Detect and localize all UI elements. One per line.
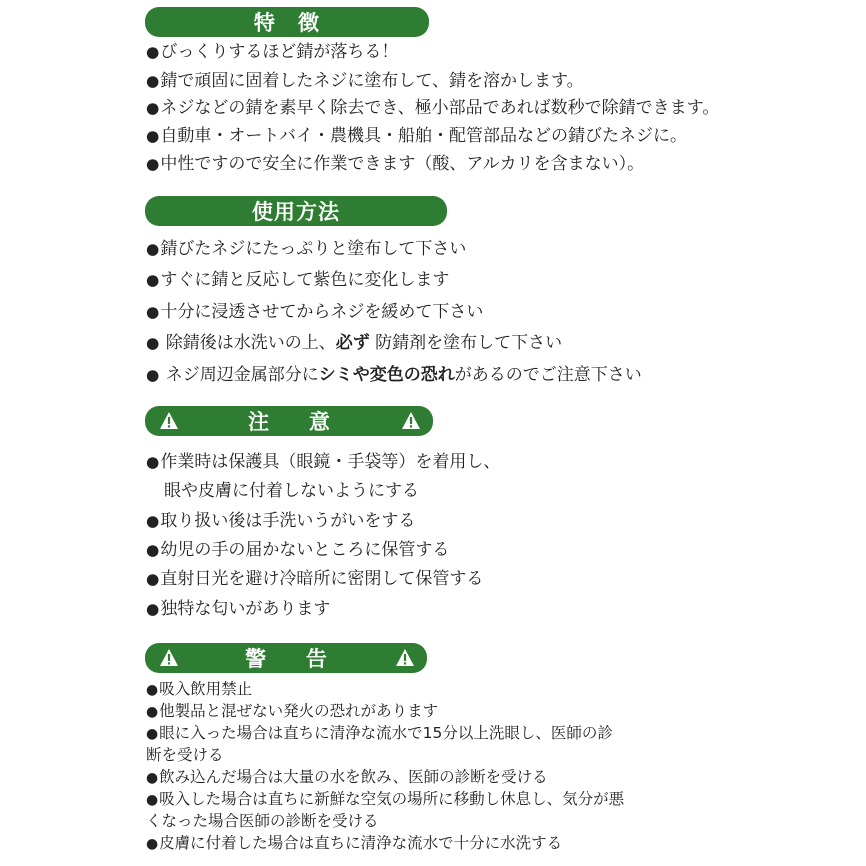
usage-item-text: があるのでご注意下さい xyxy=(454,365,642,385)
features-title: 特 徴 xyxy=(253,11,321,35)
caution-item: ● 独特な匂いがあります xyxy=(146,598,330,620)
caution-item-continued: 眼や皮膚に付着しないようにする xyxy=(164,481,419,501)
warning-item: ● 吸入飲用禁止 xyxy=(146,679,252,700)
warning-triangle-icon xyxy=(395,648,415,667)
usage-item-text: 除錆後は水洗いの上、 xyxy=(165,333,336,353)
warning-item-continued: 断を受ける xyxy=(146,746,224,764)
usage-item-emphasis: 必ず xyxy=(335,333,370,353)
usage-item-text: ネジ周辺金属部分に xyxy=(165,365,319,385)
caution-item: ● 幼児の手の届かないところに保管する xyxy=(146,539,449,561)
warning-title: 警告 xyxy=(245,647,367,671)
caution-banner xyxy=(145,406,433,436)
warning-item-continued: くなった場合医師の診断を受ける xyxy=(146,812,379,830)
usage-item: ● 錆びたネジにたっぷりと塗布して下さい xyxy=(146,238,466,260)
usage-item xyxy=(146,332,562,354)
usage-item: ● 十分に浸透させてからネジを緩めて下さい xyxy=(146,301,483,323)
caution-title: 注意 xyxy=(248,410,370,434)
warning-triangle-icon xyxy=(401,411,421,430)
features-item: ● びっくりするほど錆が落ちる！ xyxy=(146,41,398,63)
usage-item-text: 防錆剤を塗布して下さい xyxy=(369,333,563,353)
usage-banner xyxy=(145,196,447,226)
warning-item: ● 皮膚に付着した場合は直ちに清浄な流水で十分に水洗する xyxy=(146,833,562,854)
caution-item: ● 取り扱い後は手洗いうがいをする xyxy=(146,510,415,532)
warning-triangle-icon xyxy=(159,411,179,430)
warning-triangle-icon xyxy=(159,648,179,667)
warning-item: ● 吸入した場合は直ちに新鮮な空気の場所に移動し休息し、気分が悪 xyxy=(146,789,624,810)
features-item: ● 錆で頑固に固着したネジに塗布して、錆を溶かします。 xyxy=(146,70,584,92)
caution-item: ● 直射日光を避け冷暗所に密閉して保管する xyxy=(146,568,483,590)
features-item: ● 中性ですので安全に作業できます（酸、アルカリを含まない）。 xyxy=(146,153,644,175)
features-item: ● 自動車・オートバイ・農機具・船舶・配管部品などの錆びたネジに。 xyxy=(146,125,687,147)
usage-item-emphasis: シミや変色の恐れ xyxy=(318,365,455,385)
warning-item: ● 眼に入った場合は直ちに清浄な流水で15分以上洗眼し、医師の診 xyxy=(146,723,613,744)
caution-item: ● 作業時は保護具（眼鏡・手袋等）を着用し、 xyxy=(146,451,500,473)
usage-item: ● すぐに錆と反応して紫色に変化します xyxy=(146,269,449,291)
usage-title: 使用方法 xyxy=(251,200,341,224)
features-item: ● ネジなどの錆を素早く除去でき、極小部品であれば数秒で除錆できます。 xyxy=(146,97,719,119)
usage-item xyxy=(146,364,642,386)
features-banner xyxy=(145,7,429,37)
warning-item: ● 飲み込んだ場合は大量の水を飲み、医師の診断を受ける xyxy=(146,767,548,788)
warning-banner xyxy=(145,643,427,673)
warning-item: ● 他製品と混ぜない発火の恐れがあります xyxy=(146,701,438,722)
